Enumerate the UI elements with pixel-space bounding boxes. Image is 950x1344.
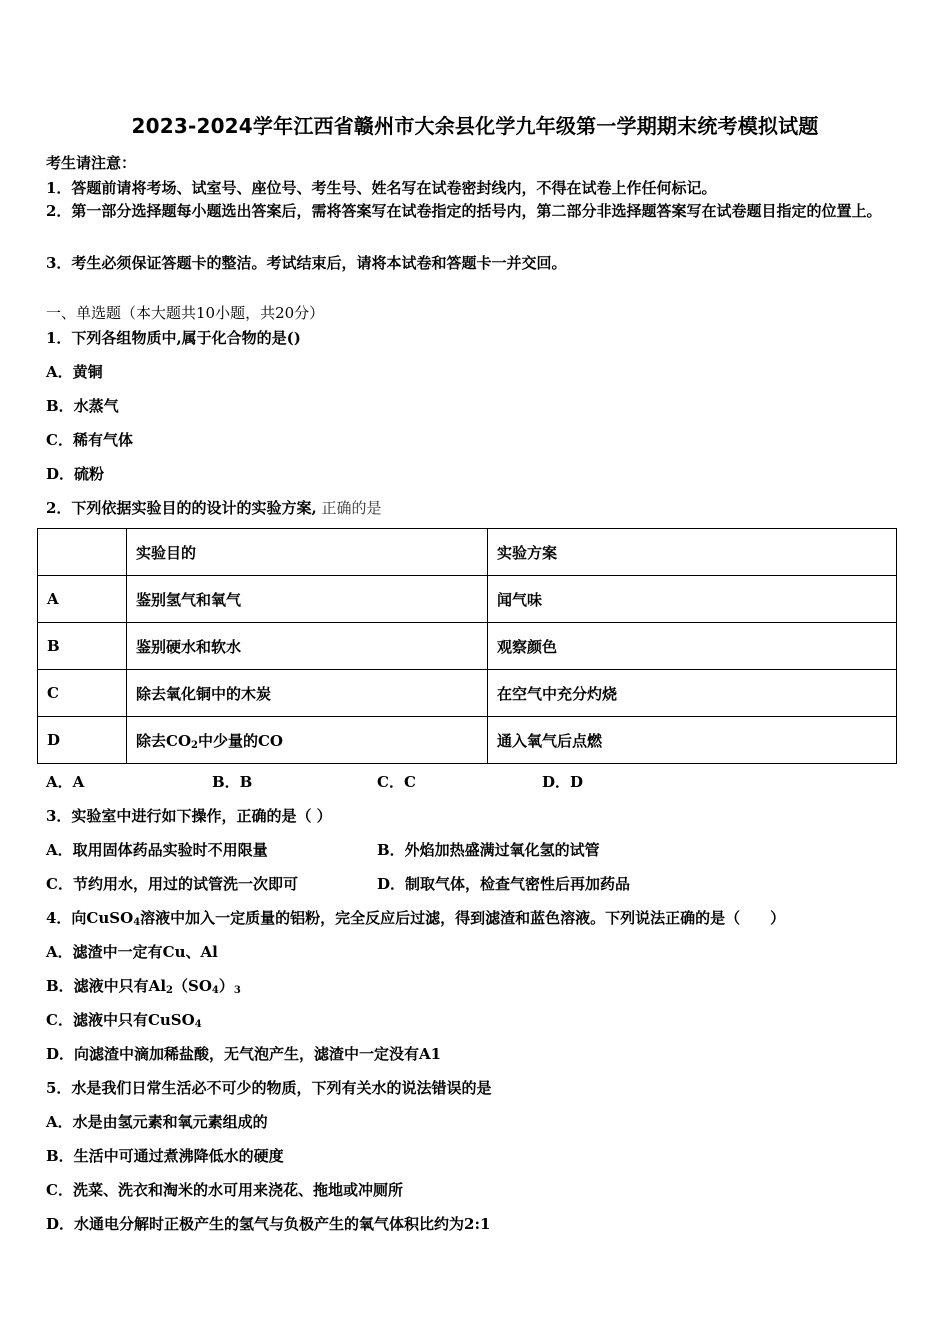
row-purpose <box>127 717 488 764</box>
q5-option-a: A．水是由氢元素和氧元素组成的 <box>46 1113 268 1131</box>
q4-option-b <box>46 975 241 996</box>
q4-b-text-b: （SO <box>172 977 212 995</box>
q4-stem <box>46 907 785 928</box>
row-purpose: 鉴别硬水和软水 <box>127 623 488 670</box>
table-row <box>38 670 897 717</box>
q4-option-a: A．滤渣中一定有Cu、Al <box>46 943 218 961</box>
q4-stem-sub: 4 <box>133 917 141 928</box>
q1-option-b: B．水蒸气 <box>46 397 119 415</box>
row-label: C <box>38 670 127 717</box>
q5-option-b: B．生活中可通过煮沸降低水的硬度 <box>46 1147 284 1165</box>
row-plan: 观察颜色 <box>488 623 897 670</box>
q3-option-b: B．外焰加热盛满过氧化氢的试管 <box>377 841 600 859</box>
q3-stem: 3．实验室中进行如下操作，正确的是（ ） <box>46 807 332 825</box>
purpose-part-b: 中少量的CO <box>197 731 283 750</box>
row-plan: 闻气味 <box>488 576 897 623</box>
q4-b-text-c: ） <box>218 977 234 995</box>
q3-option-a: A．取用固体药品实验时不用限量 <box>46 841 268 859</box>
q2-stem-tail: 正确的是 <box>316 499 382 517</box>
q4-c-text: C．滤液中只有CuSO <box>46 1011 195 1029</box>
section-heading: 一、单选题（本大题共10小题，共20分） <box>46 304 325 322</box>
q4-c-sub: 4 <box>194 1019 202 1030</box>
row-purpose: 鉴别氢气和氧气 <box>127 576 488 623</box>
q1-option-a: A．黄铜 <box>46 363 103 381</box>
q1-stem: 1．下列各组物质中,属于化合物的是() <box>46 329 301 347</box>
q4-stem-b: 溶液中加入一定质量的铝粉，完全反应后过滤，得到滤渣和蓝色溶液。下列说法正确的是（ ） <box>140 909 786 927</box>
row-plan: 通入氧气后点燃 <box>488 717 897 764</box>
table-row <box>38 717 897 764</box>
q5-stem: 5．水是我们日常生活必不可少的物质，下列有关水的说法错误的是 <box>46 1079 492 1097</box>
row-label: A <box>38 576 127 623</box>
q4-stem-a: 4．向CuSO <box>46 909 134 927</box>
q5-option-d: D．水通电分解时正极产生的氢气与负极产生的氧气体积比约为2:1 <box>46 1215 491 1233</box>
q3-option-c: C．节约用水，用过的试管洗一次即可 <box>46 875 298 893</box>
experiment-table <box>37 528 897 764</box>
table-header-plan: 实验方案 <box>488 529 897 576</box>
notice-item-2: 2．第一部分选择题每小题选出答案后，需将答案写在试卷指定的括号内，第二部分非选择题答案写在试卷题目指定的位置上。 <box>46 202 882 220</box>
row-plan: 在空气中充分灼烧 <box>488 670 897 717</box>
q5-option-c: C．洗菜、洗衣和淘米的水可用来浇花、拖地或冲厕所 <box>46 1181 403 1199</box>
row-label: B <box>38 623 127 670</box>
row-purpose: 除去氧化铜中的木炭 <box>127 670 488 717</box>
table-row <box>38 576 897 623</box>
notice-item-3: 3．考生必须保证答题卡的整洁。考试结束后，请将本试卷和答题卡一并交回。 <box>46 254 567 272</box>
notice-item-1: 1．答题前请将考场、试室号、座位号、考生号、姓名写在试卷密封线内，不得在试卷上作任何标记。 <box>46 179 717 197</box>
q2-option-c: C．C <box>377 773 416 791</box>
q4-option-c <box>46 1009 202 1030</box>
q4-b-sub-3: 3 <box>233 985 241 996</box>
q4-b-sub-1: 2 <box>166 985 173 996</box>
table-header-blank <box>38 529 127 576</box>
q1-option-c: C．稀有气体 <box>46 431 133 449</box>
notice-heading: 考生请注意： <box>46 154 137 172</box>
purpose-part-a: 除去CO <box>136 731 192 750</box>
q3-option-d: D．制取气体，检查气密性后再加药品 <box>377 875 631 893</box>
q4-b-sub-2: 4 <box>211 985 219 996</box>
exam-title: 2023-2024学年江西省赣州市大余县化学九年级第一学期期末统考模拟试题 <box>131 114 819 138</box>
q1-option-d: D．硫粉 <box>46 465 105 483</box>
table-row <box>38 623 897 670</box>
q2-option-a: A．A <box>46 773 85 791</box>
q2-stem-main: 2．下列依据实验目的的设计的实验方案, <box>46 499 317 517</box>
q4-option-d: D．向滤渣中滴加稀盐酸，无气泡产生，滤渣中一定没有A1 <box>46 1045 442 1063</box>
q4-b-text-a: B．滤液中只有Al <box>46 977 167 995</box>
row-label: D <box>38 717 127 764</box>
q2-option-d: D．D <box>542 773 584 791</box>
purpose-subscript: 2 <box>191 739 198 751</box>
q2-stem <box>46 497 381 518</box>
table-header-row <box>38 529 897 576</box>
table-header-purpose: 实验目的 <box>127 529 488 576</box>
q2-option-b: B．B <box>212 773 253 791</box>
